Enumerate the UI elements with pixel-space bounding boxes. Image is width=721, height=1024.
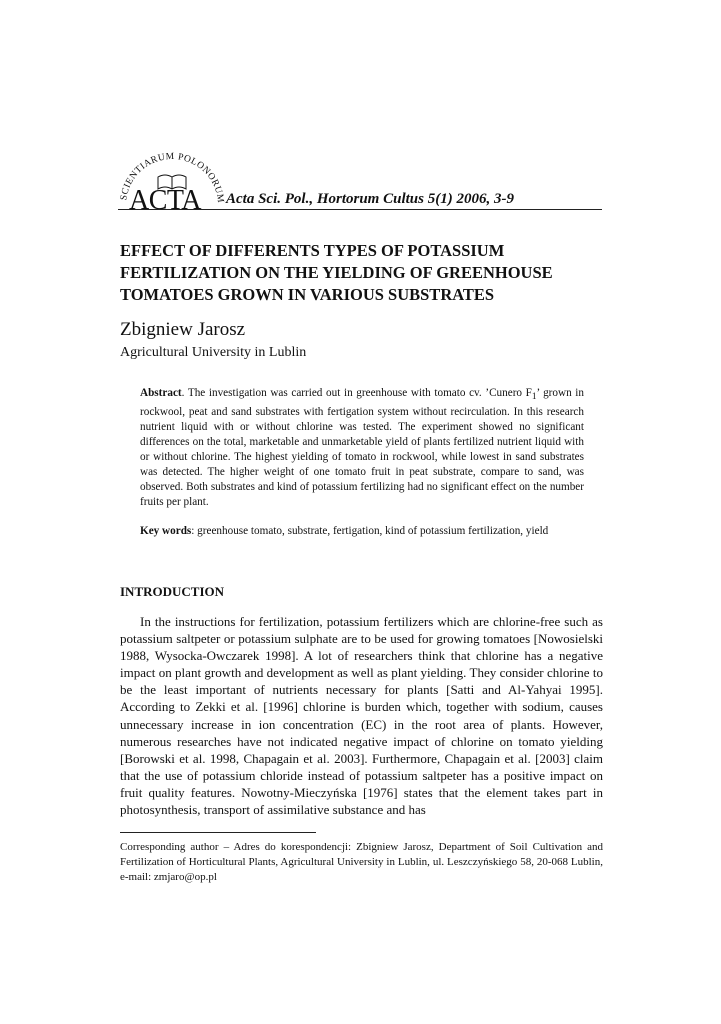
title-line: EFFECT OF DIFFERENTS TYPES OF POTASSIUM: [120, 241, 505, 260]
header-rule: [118, 209, 602, 210]
logo-word: ACTA: [129, 185, 201, 211]
introduction-paragraph: In the instructions for fertilization, potassium fertilizers which are chlorine-free such as potassium saltpeter or potassium sulphate are to be used for growing tomatoes [Nowosielski 1988, Wysocka-Owczarek 1998]. A lot of researchers think that chlorine has a negative impact on plant growth and development as well as plant yielding. They consider chlorine to be the least important of nutrients necessary for plants [Satti and Al-Yahyai 1995]. According to Zekki et al. [1996] chlorine is burden which, together with sodium, causes unnecessary increase in ion concentration (EC) in the root area of plants. However, numerous researches have not indicated negative impact of chlorine on tomato yielding [Borowski et al. 1998, Chapagain et al. 2003]. Furthermore, Chapagain et al. [2003] claim that the use of potassium chloride instead of potassium saltpeter has a positive impact on fruit quality features. Nowotny-Mieczyńska [1976] states that the element takes part in photosynthesis, transport of assimilative substance and has: [120, 614, 603, 818]
logo-arc-text: SCIENTIARUM POLONORUM: [119, 151, 226, 204]
acta-logo: [118, 143, 226, 211]
section-heading-introduction: INTRODUCTION: [120, 584, 225, 599]
title-line: TOMATOES GROWN IN VARIOUS SUBSTRATES: [120, 285, 495, 304]
keywords: [140, 524, 584, 539]
author-name: Zbigniew Jarosz: [120, 319, 246, 340]
abstract: [140, 386, 584, 509]
abstract-text: . The investigation was carried out in greenhouse with tomato cv. ’Cunero F: [181, 387, 532, 399]
paper-title: [120, 240, 604, 306]
title-line: FERTILIZATION ON THE YIELDING OF GREENHOUSE: [120, 263, 553, 282]
corresponding-author-footnote: Corresponding author – Adres do korespondencji: Zbigniew Jarosz, Department of Soil Cultivation and Fertilization of Horticultural Plants, Agricultural University in Lublin, ul. Leszczyńskiego 58, 20-068 Lublin, e-mail: zmjaro@op.pl: [120, 841, 603, 883]
author-affiliation: Agricultural University in Lublin: [120, 345, 307, 360]
journal-masthead: [118, 143, 602, 211]
journal-reference: Acta Sci. Pol., Hortorum Cultus 5(1) 2006, 3-9: [226, 191, 514, 207]
abstract-label: Abstract: [140, 387, 182, 399]
keywords-text: : greenhouse tomato, substrate, fertigation, kind of potassium fertilization, yield: [191, 525, 549, 537]
abstract-subscript: 1: [531, 392, 537, 403]
keywords-label: Key words: [140, 525, 192, 537]
footnote-rule: [120, 832, 316, 833]
abstract-text-continued: ’ grown in rockwool, peat and sand substrates with fertigation system without recirculation. In this research nutrient liquid with or without chlorine was tested. The experiment showed no significant differences on the total, marketable and unmarketable yield of plants fertilized nutrient liquid with or without chlorine. The highest yielding of tomato in rockwool, while lowest in sand substrates was detected. The higher weight of one tomato fruit in peat substrate, compare to sand, was observed. Both substrates and kind of potassium fertilizing had no significant effect on the number fruits per plant.: [140, 387, 584, 508]
